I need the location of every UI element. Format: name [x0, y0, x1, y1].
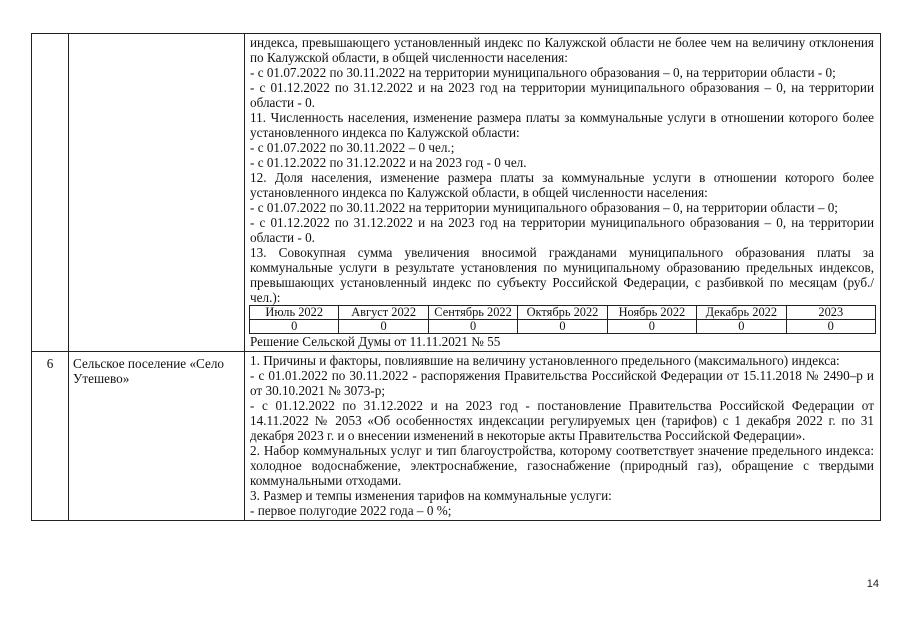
- details-cell: [245, 352, 881, 521]
- paragraph: 12. Доля населения, изменение размера платы за коммунальные услуги в отношении которого более установленного индекса по Калужской области, в общей численности населения:: [250, 170, 874, 200]
- paragraph: - с 01.12.2022 по 31.12.2022 и на 2023 год на территории муниципального образования – 0, на территории области - 0.: [250, 215, 874, 245]
- decision-reference: Решение Сельской Думы от 11.11.2021 № 55: [250, 334, 501, 349]
- month-header: Октябрь 2022: [518, 306, 607, 320]
- table-header-row: [250, 306, 876, 320]
- table-row-settlement-6: [32, 352, 881, 521]
- month-value: 0: [607, 320, 696, 334]
- settlement-name-cell: Сельское поселение «Село Утешево»: [69, 352, 245, 521]
- month-value: 0: [339, 320, 428, 334]
- row-number-cell: [32, 34, 69, 352]
- page-number: 14: [866, 578, 879, 590]
- table-row-previous-settlement: [32, 34, 881, 352]
- paragraph: индекса, превышающего установленный индекс по Калужской области не более чем на величину отклонения по Калужской области, в общей численности населения:: [250, 35, 874, 65]
- month-header: Ноябрь 2022: [607, 306, 696, 320]
- month-header: Июль 2022: [250, 306, 339, 320]
- paragraph: 11. Численность населения, изменение размера платы за коммунальные услуги в отношении которого более установленного индекса по Калужской области:: [250, 110, 874, 140]
- paragraph: - с 01.07.2022 по 30.11.2022 на территории муниципального образования – 0, на территории области – 0;: [250, 200, 838, 215]
- row-number-cell: 6: [32, 352, 69, 521]
- paragraph: - с 01.12.2022 по 31.12.2022 и на 2023 год - постановление Правительства Российской Федерации от 14.11.2022 № 2053 «Об особенностях индексации регулируемых цен (тарифов) с 1 декабря 2022 г. по 31 декабря 2023 г. и о внесении изменений в некоторые акты Правительства Российской Федерации».: [250, 398, 874, 443]
- paragraph: 13. Совокупная сумма увеличения вносимой гражданами муниципального образования платы за коммунальные услуги в результате установления по муниципальному образованию предельных индексов, превышающих установленный индекс по субъекту Российской Федерации, с разбивкой по месяцам (руб./чел.):: [250, 245, 874, 305]
- paragraph: - с 01.07.2022 по 30.11.2022 – 0 чел.;: [250, 140, 455, 155]
- details-cell: [245, 34, 881, 352]
- paragraph: 3. Размер и темпы изменения тарифов на коммунальные услуги:: [250, 488, 612, 503]
- monthly-payment-table: [249, 305, 876, 334]
- month-value: 0: [518, 320, 607, 334]
- month-value: 0: [697, 320, 786, 334]
- paragraph: 1. Причины и факторы, повлиявшие на величину установленного предельного (максимального) индекса:: [250, 353, 840, 368]
- table-row: [250, 320, 876, 334]
- month-header: Декабрь 2022: [697, 306, 786, 320]
- municipal-index-table: [31, 33, 881, 521]
- paragraph: - с 01.07.2022 по 30.11.2022 на территории муниципального образования – 0, на территории области - 0;: [250, 65, 836, 80]
- paragraph: - с 01.12.2022 по 31.12.2022 и на 2023 год - 0 чел.: [250, 155, 527, 170]
- month-header: Сентябрь 2022: [428, 306, 517, 320]
- paragraph: - с 01.01.2022 по 30.11.2022 - распоряжения Правительства Российской Федерации от 15.11.2018 № 2490–р и от 30.10.2021 № 3073-р;: [250, 368, 874, 398]
- month-value: 0: [250, 320, 339, 334]
- paragraph: - первое полугодие 2022 года – 0 %;: [250, 503, 452, 518]
- month-value: 0: [786, 320, 875, 334]
- month-value: 0: [428, 320, 517, 334]
- month-header: 2023: [786, 306, 875, 320]
- paragraph: - с 01.12.2022 по 31.12.2022 и на 2023 год на территории муниципального образования – 0, на территории области - 0.: [250, 80, 874, 110]
- month-header: Август 2022: [339, 306, 428, 320]
- paragraph: 2. Набор коммунальных услуг и тип благоустройства, которому соответствует значение предельного индекса: холодное водоснабжение, электроснабжение, газоснабжение (природный газ), обращение с твердыми коммунальными отходами.: [250, 443, 874, 488]
- settlement-name-cell: [69, 34, 245, 352]
